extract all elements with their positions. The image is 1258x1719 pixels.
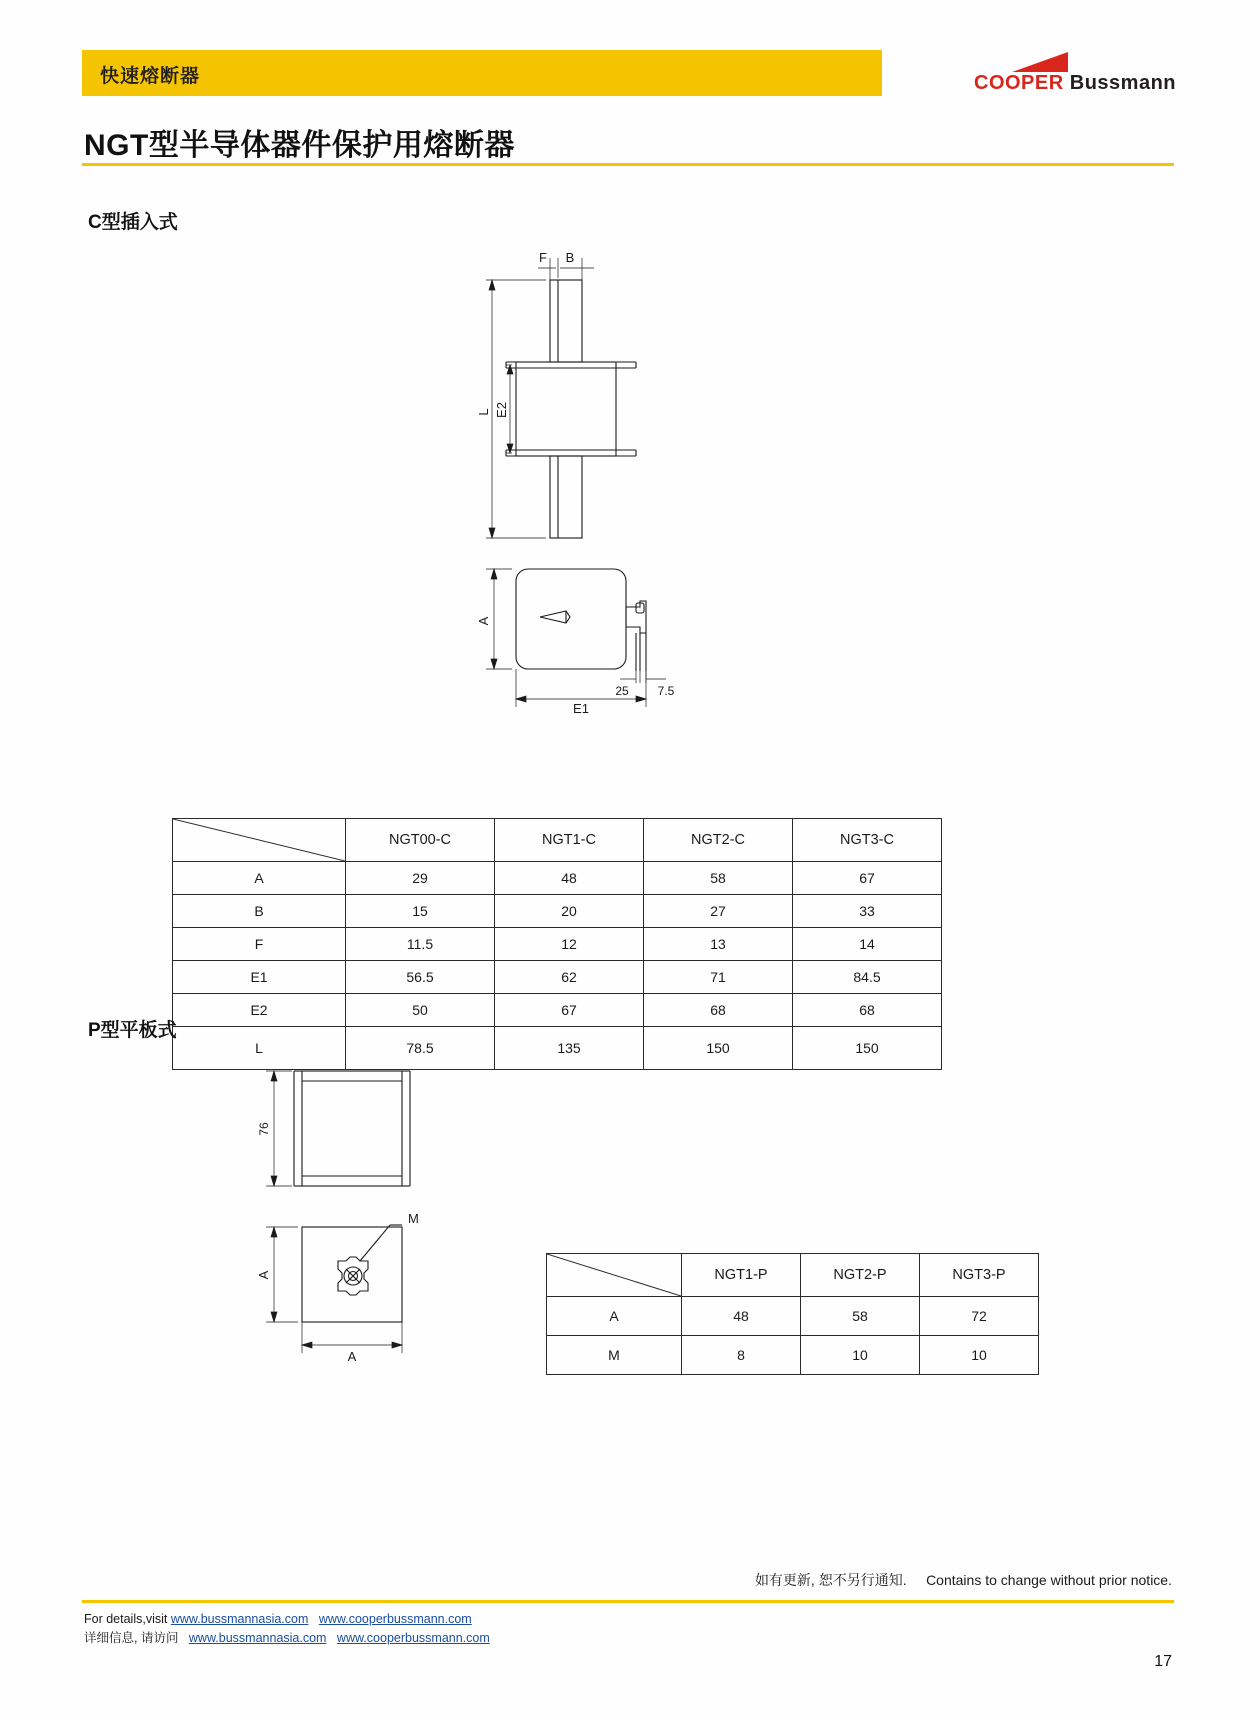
p-type-elevation-drawing bbox=[250, 1055, 470, 1205]
table-column-header: NGT3-P bbox=[920, 1254, 1039, 1297]
table-cell: 58 bbox=[644, 862, 793, 895]
c-type-elevation-drawing bbox=[470, 250, 750, 550]
table-cell: 68 bbox=[644, 994, 793, 1027]
header-category-label: 快速熔断器 bbox=[100, 66, 201, 87]
dim-label-A-p-plan: A bbox=[256, 1270, 271, 1280]
table-cell: 8 bbox=[682, 1336, 801, 1375]
row-label: L bbox=[173, 1027, 346, 1070]
logo-bussmann-text: Bussmann bbox=[1069, 72, 1176, 94]
footer-line-en bbox=[84, 1610, 490, 1629]
header-category-bar bbox=[82, 50, 882, 96]
table-cell: 10 bbox=[801, 1336, 920, 1375]
table-corner-cell bbox=[547, 1254, 682, 1297]
table-cell: 48 bbox=[682, 1297, 801, 1336]
footer-link-cooperbussmann-cn[interactable]: www.cooperbussmann.com bbox=[336, 1631, 490, 1645]
page-number: 17 bbox=[1154, 1653, 1172, 1670]
dim-label-25: 25 bbox=[615, 684, 629, 698]
table-cell: 150 bbox=[644, 1027, 793, 1070]
table-column-header: NGT1-P bbox=[682, 1254, 801, 1297]
dim-label-76: 76 bbox=[257, 1122, 271, 1136]
table-cell: 78.5 bbox=[346, 1027, 495, 1070]
p-type-plan-drawing bbox=[250, 1205, 470, 1365]
table-cell: 50 bbox=[346, 994, 495, 1027]
table-cell: 15 bbox=[346, 895, 495, 928]
footer-line-cn-prefix: 详细信息, 请访问 bbox=[84, 1631, 179, 1645]
dim-label-E2: E2 bbox=[494, 402, 509, 418]
table-column-header: NGT00-C bbox=[346, 819, 495, 862]
table-cell: 72 bbox=[920, 1297, 1039, 1336]
table-cell: 62 bbox=[495, 961, 644, 994]
table-row bbox=[173, 895, 942, 928]
table-row bbox=[173, 994, 942, 1027]
dim-label-E1: E1 bbox=[573, 701, 589, 716]
table-cell: 150 bbox=[793, 1027, 942, 1070]
table-row bbox=[173, 862, 942, 895]
table-cell: 135 bbox=[495, 1027, 644, 1070]
footer-link-bussmannasia-cn[interactable]: www.bussmannasia.com bbox=[188, 1631, 327, 1645]
dim-label-7-5: 7.5 bbox=[657, 684, 675, 698]
footer-notice-cn: 如有更新, 恕不另行通知. bbox=[754, 1572, 907, 1588]
table-cell: 67 bbox=[793, 862, 942, 895]
table-cell: 20 bbox=[495, 895, 644, 928]
row-label: E1 bbox=[173, 961, 346, 994]
table-header-row bbox=[547, 1254, 1039, 1297]
dim-label-L: L bbox=[476, 408, 491, 416]
table-row bbox=[173, 928, 942, 961]
row-label: A bbox=[547, 1297, 682, 1336]
row-label: E2 bbox=[173, 994, 346, 1027]
table-cell: 11.5 bbox=[346, 928, 495, 961]
c-type-dimension-table bbox=[172, 818, 942, 1070]
dim-label-M: M bbox=[408, 1211, 419, 1226]
title-divider bbox=[82, 163, 1174, 166]
cooper-bussmann-logo bbox=[974, 52, 1176, 98]
row-label: B bbox=[173, 895, 346, 928]
dim-label-A-plan: A bbox=[476, 616, 491, 626]
table-header-row bbox=[173, 819, 942, 862]
p-type-dimension-table bbox=[546, 1253, 1039, 1375]
table-cell: 14 bbox=[793, 928, 942, 961]
table-column-header: NGT1-C bbox=[495, 819, 644, 862]
table-cell: 12 bbox=[495, 928, 644, 961]
footer-notice-en: Contains to change without prior notice. bbox=[926, 1572, 1172, 1588]
dim-label-F: F bbox=[539, 250, 547, 265]
row-label: A bbox=[173, 862, 346, 895]
table-cell: 56.5 bbox=[346, 961, 495, 994]
table-cell: 67 bbox=[495, 994, 644, 1027]
section-heading-p-type: P型平板式 bbox=[88, 1020, 177, 1041]
table-cell: 13 bbox=[644, 928, 793, 961]
table-column-header: NGT2-C bbox=[644, 819, 793, 862]
table-column-header: NGT2-P bbox=[801, 1254, 920, 1297]
table-corner-cell bbox=[173, 819, 346, 862]
footer-links bbox=[84, 1610, 490, 1648]
logo-cooper-text: COOPER bbox=[974, 72, 1064, 94]
table-row bbox=[547, 1297, 1039, 1336]
table-cell: 84.5 bbox=[793, 961, 942, 994]
footer-link-cooperbussmann-en[interactable]: www.cooperbussmann.com bbox=[318, 1612, 472, 1626]
table-cell: 68 bbox=[793, 994, 942, 1027]
row-label: F bbox=[173, 928, 346, 961]
table-cell: 33 bbox=[793, 895, 942, 928]
footer-line-en-prefix: For details,visit bbox=[84, 1612, 168, 1626]
table-cell: 58 bbox=[801, 1297, 920, 1336]
logo-flag-icon bbox=[1012, 52, 1068, 72]
table-row bbox=[173, 961, 942, 994]
table-row bbox=[547, 1336, 1039, 1375]
footer-line-cn bbox=[84, 1629, 490, 1648]
table-column-header: NGT3-C bbox=[793, 819, 942, 862]
table-cell: 29 bbox=[346, 862, 495, 895]
table-cell: 27 bbox=[644, 895, 793, 928]
footer-notice bbox=[755, 1570, 1172, 1590]
dim-label-A-p-width: A bbox=[347, 1349, 357, 1364]
footer-link-bussmannasia-en[interactable]: www.bussmannasia.com bbox=[170, 1612, 309, 1626]
table-cell: 71 bbox=[644, 961, 793, 994]
page-title: NGT型半导体器件保护用熔断器 bbox=[84, 129, 515, 162]
row-label: M bbox=[547, 1336, 682, 1375]
c-type-plan-drawing bbox=[470, 555, 770, 735]
table-cell: 10 bbox=[920, 1336, 1039, 1375]
table-cell: 48 bbox=[495, 862, 644, 895]
footer-divider bbox=[82, 1600, 1174, 1603]
section-heading-c-type: C型插入式 bbox=[88, 212, 178, 233]
dim-label-B: B bbox=[565, 250, 575, 265]
